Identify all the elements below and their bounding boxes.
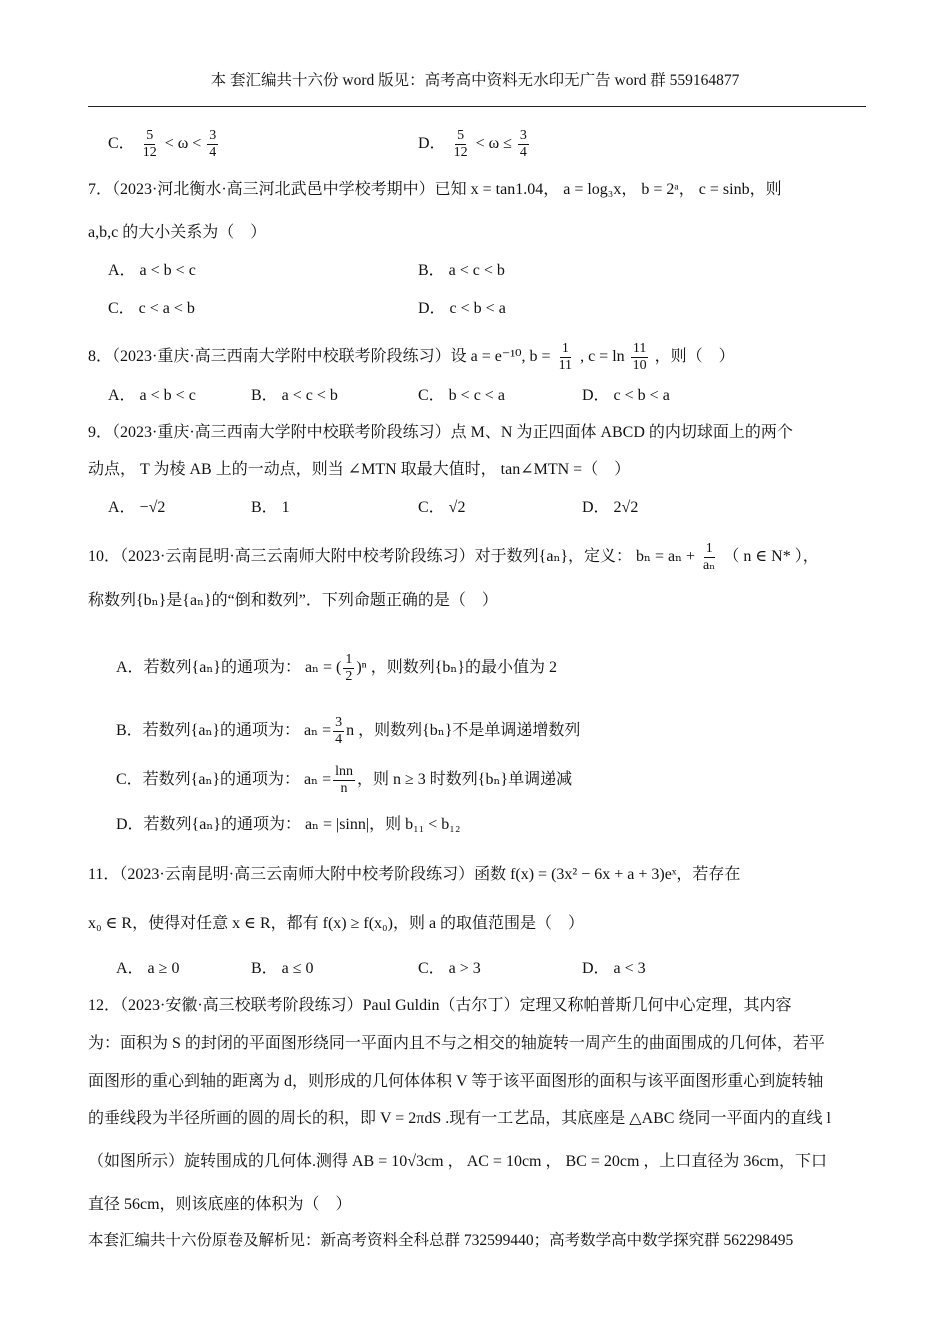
q12-stem-line3: 面图形的重心到轴的距离为 d，则形成的几何体体积 V 等于该平面图形的面积与该平面图形重心到旋转轴 — [88, 1073, 824, 1090]
q7-stem-line2: a,b,c 的大小关系为（ ） — [88, 224, 267, 241]
q8-option-a: A． a < b < c — [108, 387, 196, 404]
q10-stem-line2: 称数列{bₙ}是{aₙ}的“倒和数列”．下列命题正确的是（ ） — [88, 592, 498, 609]
fraction: $\frac{5}{12}$ — [453, 128, 468, 160]
fraction: $\frac{3}{4}$ — [335, 715, 343, 747]
fraction: $\frac{1}{11}$ — [558, 341, 573, 373]
q9-option-d: D． 2√2 — [582, 499, 639, 516]
q12-stem-line1: 12．（2023·安徽·高三校联考阶段练习）Paul Guldin（古尔丁）定理又称帕普斯几何中心定理，其内容 — [88, 997, 792, 1014]
q7-option-c: C． c < a < b — [108, 300, 195, 317]
fraction: $\frac{3}{4}$ — [519, 128, 527, 160]
page-header: 本 套汇编共十六份 word 版见：高考高中资料无水印无广告 word 群 559164877 — [210, 72, 740, 89]
q11-option-d: D． a < 3 — [582, 960, 646, 977]
fraction: $\frac{11}{10}$ — [632, 341, 647, 373]
q12-stem-line5: （如图所示）旋转围成的几何体.测得 AB = 10√3cm ， AC = 10cm ， BC = 20cm ，上口直径为 36cm，下口 — [88, 1153, 827, 1170]
q9-option-c: C． √2 — [418, 499, 466, 516]
q7-option-d: D． c < b < a — [418, 300, 506, 317]
inequality: < ω < — [164, 135, 202, 153]
q9-option-b: B． 1 — [251, 499, 290, 516]
q7-option-a: A． a < b < c — [108, 262, 196, 279]
q9-stem-line2: 动点， T 为棱 AB 上的一动点，则当 ∠MTN 取最大值时， tan∠MTN =（ ） — [88, 461, 631, 478]
q6-option-c — [108, 128, 220, 161]
q10-option-d: D．若数列{aₙ}的通项为： aₙ = |sinn|，则 b₁₁ < b₁₂ — [116, 816, 461, 833]
q10-option-c: C．若数列{aₙ}的通项为： aₙ = $\frac{\ln n}{n}$ ，则 n ≥ 3 时数列{bₙ}单调递减 — [116, 764, 573, 796]
q12-stem-line2: 为：面积为 S 的封闭的平面图形绕同一平面内且不与之相交的轴旋转一周产生的曲面围成的几何体，若平 — [88, 1035, 825, 1052]
inequality: < ω ≤ — [475, 135, 512, 153]
q8-option-b: B． a < c < b — [251, 387, 338, 404]
q6-option-d — [418, 128, 531, 161]
q9-stem-line1: 9．（2023·重庆·高三西南大学附中校联考阶段练习）点 M、N 为正四面体 ABCD 的内切球面上的两个 — [88, 424, 793, 441]
q10-stem-line1: 10．（2023·云南昆明·高三云南师大附中校考阶段练习）对于数列{aₙ}，定义： bₙ = aₙ + $\frac{1}{\text{aₙ}}$ （ n ∈ N* ）， — [88, 541, 819, 573]
option-label: D． — [418, 135, 446, 153]
fraction: $\frac{3}{4}$ — [209, 128, 217, 160]
q7-stem-line1: 7．（2023·河北衡水·高三河北武邑中学校考期中）已知 x = tan1.04， a = log₃x， b = 2ᵃ， c = sinb，则 — [88, 181, 782, 198]
fraction: $\frac{5}{12}$ — [142, 128, 157, 160]
q11-option-c: C． a > 3 — [418, 960, 481, 977]
q12-stem-line6: 直径 56cm，则该底座的体积为（ ） — [88, 1196, 352, 1213]
q9-option-a: A． −√2 — [108, 499, 166, 516]
option-label: C． — [108, 135, 135, 153]
fraction: $\frac{1}{2}$ — [345, 652, 353, 684]
header-divider — [88, 106, 866, 107]
q11-stem-line2: x₀ ∈ R，使得对任意 x ∈ R，都有 f(x) ≥ f(x₀)，则 a 的取值范围是（ ） — [88, 915, 585, 932]
q8-stem: 8．（2023·重庆·高三西南大学附中校联考阶段练习）设 a = e⁻¹⁰, b = $\frac{1}{11}$ , c = ln $\frac{11}{10}$ ，则（ ） — [88, 341, 735, 373]
q7-option-b: B． a < c < b — [418, 262, 505, 279]
fraction: $\frac{\ln n}{n}$ — [335, 764, 353, 796]
fraction: $\frac{1}{\text{aₙ}}$ — [703, 541, 716, 573]
q12-stem-line4: 的垂线段为半径所画的圆的周长的积，即 V = 2πdS .现有一工艺品，其底座是 △ABC 绕同一平面内的直线 l — [88, 1110, 831, 1127]
page-footer: 本套汇编共十六份原卷及解析见：新高考资料全科总群 732599440；高考数学高中数学探究群 562298495 — [88, 1232, 794, 1249]
q11-option-b: B． a ≤ 0 — [251, 960, 314, 977]
q8-option-c: C． b < c < a — [418, 387, 505, 404]
q11-option-a: A． a ≥ 0 — [116, 960, 180, 977]
q10-option-a: A．若数列{aₙ}的通项为： aₙ = ( $\frac{1}{2}$ )ⁿ ，则数列{bₙ}的最小值为 2 — [116, 652, 557, 684]
q11-stem-line1: 11．（2023·云南昆明·高三云南师大附中校考阶段练习）函数 f(x) = (3x² − 6x + a + 3)eˣ，若存在 — [88, 866, 741, 883]
q10-option-b: B．若数列{aₙ}的通项为： aₙ = $\frac{3}{4}$ n ，则数列{bₙ}不是单调递增数列 — [116, 715, 581, 747]
q8-option-d: D． c < b < a — [582, 387, 670, 404]
